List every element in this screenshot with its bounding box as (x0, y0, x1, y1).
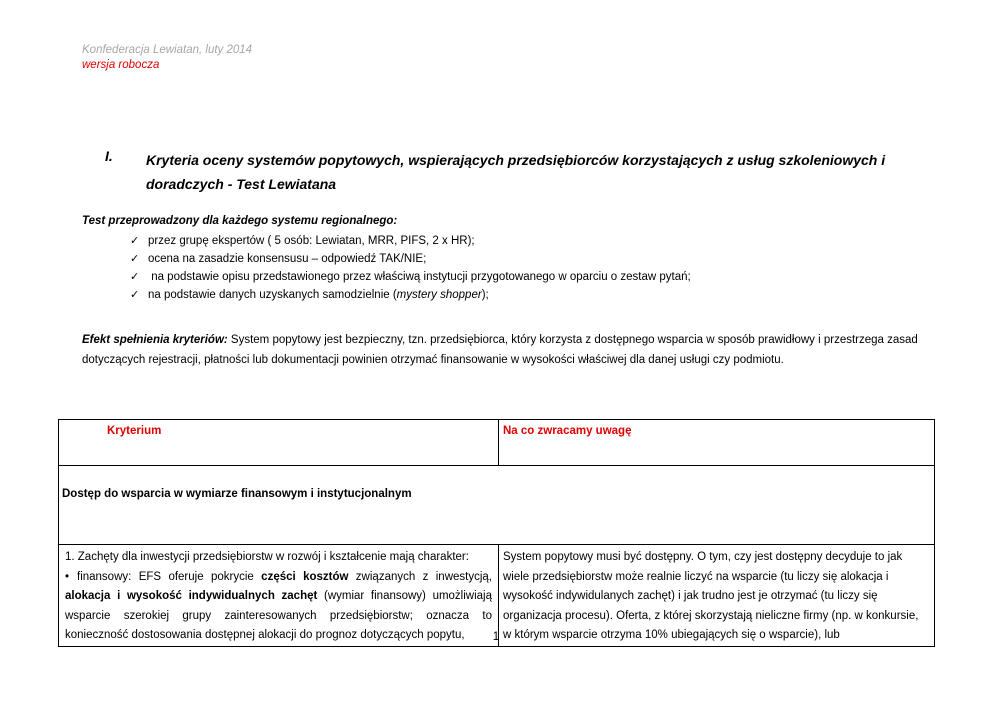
page-number: 1 (492, 631, 500, 643)
column-header-focus: Na co zwracamy uwagę (499, 420, 935, 466)
test-checklist (130, 232, 691, 304)
checklist-item: ✓ przez grupę ekspertów ( 5 osób: Lewiatan, MRR, PIFS, 2 x HR); (130, 232, 691, 250)
checklist-item: ✓ na podstawie danych uzyskanych samodzielnie (mystery shopper); (130, 286, 691, 304)
effect-label: Efekt spełnienia kryteriów: (82, 334, 228, 346)
checkmark-icon: ✓ (130, 252, 140, 265)
bullet-icon: • (65, 570, 70, 583)
criteria-table (58, 419, 935, 647)
header-draft-label: wersja robocza (82, 59, 160, 71)
checkmark-icon: ✓ (130, 234, 140, 247)
checkmark-icon: ✓ (130, 270, 140, 283)
effect-paragraph: Efekt spełnienia kryteriów: System popytowy jest bezpieczny, tzn. przedsiębiorca, który korzysta z dostępnego wsparcia w sposób prawidłowy i przestrzega zasad dotyczących rejestracji, płatności lub dokumentacji powinien otrzymać finansowanie w wysokości właściwej dla danej usługi czy podmiotu. (82, 334, 918, 366)
focus-cell: System popytowy musi być dostępny. O tym, czy jest dostępny decyduje to jak wiele przedsiębiorstw może realnie liczyć na wsparcie (tu liczy się alokacja i wysokość indywidulanych zachęt) i jak trudno jest je otrzymać (tu liczy się organizacja procesu). Oferta, z której skorzystają nieliczne firmy (np. w konkursie, w którym wsparcie otrzyma 10% ubiegających się o wsparcie), lub (499, 545, 935, 647)
header-organization: Konfederacja Lewiatan, luty 2014 (82, 44, 253, 56)
checklist-item: ✓ na podstawie opisu przedstawionego przez właściwą instytucji przygotowanego w oparciu o zestaw pytań; (130, 268, 691, 286)
table-header-row (59, 420, 935, 466)
test-intro: Test przeprowadzony dla każdego systemu regionalnego: (82, 215, 398, 227)
checklist-item: ✓ ocena na zasadzie konsensusu – odpowiedź TAK/NIE; (130, 250, 691, 268)
checkmark-icon: ✓ (130, 288, 140, 301)
table-section-row (59, 466, 935, 545)
column-header-criterion: Kryterium (59, 420, 499, 466)
criterion-paragraph: 1. Zachęty dla inwestycji przedsiębiorstw w rozwój i kształcenie mają charakter: (65, 551, 469, 563)
section-number: I. (105, 148, 113, 164)
section-title: Kryteria oceny systemów popytowych, wspierających przedsiębiorców korzystających z usług szkoleniowych i doradczych - Test Lewiatana (146, 152, 886, 192)
section-heading: Dostęp do wsparcia w wymiarze finansowym i instytucjonalnym (59, 466, 935, 545)
criterion-bullet: • finansowy: EFS oferuje pokrycie części kosztów związanych z inwestycją, alokacja i wysokość indywidualnych zachęt (wymiar finansowy) umożliwiają wsparcie szerokiej grupy zainteresowanych przedsiębiorstw; oznacza to konieczność dostosowania dostępnej alokacji do prognoz dotyczących popytu, (65, 568, 492, 646)
